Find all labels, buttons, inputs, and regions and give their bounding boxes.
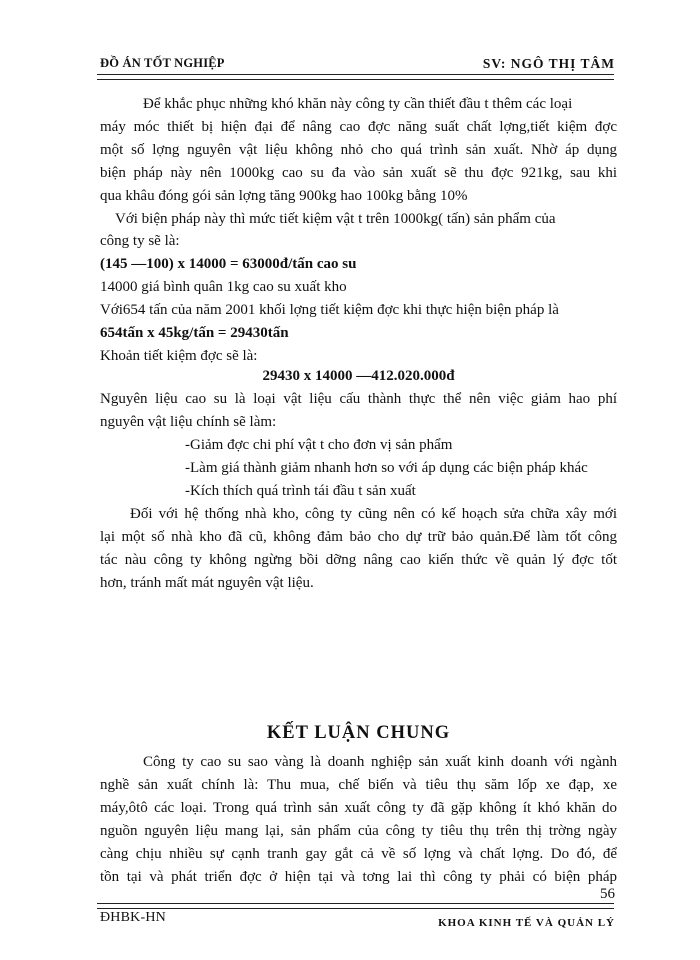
body-line: hơn, tránh mất mát nguyên vật liệu.: [100, 575, 314, 591]
conclusion-line: Công ty cao su sao vàng là doanh nghiệp sản xuất kinh doanh với ngành: [143, 754, 617, 770]
body-line: Khoản tiết kiệm đợc sẽ là:: [100, 348, 258, 364]
body-line: tác nàu công ty không ngừng bồi dỡng nâng cao kiến thức về quản lý đợc tốt: [100, 552, 617, 568]
bullet-item: -Làm giá thành giảm nhanh hơn so với áp dụng các biện pháp khác: [185, 460, 588, 476]
bullet-item: -Giảm đợc chi phí vật t cho đơn vị sản phẩm: [185, 437, 453, 453]
body-line: biện pháp này nên 1000kg cao su đa vào sản xuất sẽ thu đợc 921kg, sau khi: [100, 165, 617, 181]
bullet-item: -Kích thích quá trình tái đầu t sản xuất: [185, 483, 416, 499]
formula-line-centered: 29430 x 14000 —412.020.000đ: [262, 368, 455, 384]
body-line: Với654 tấn của năm 2001 khối lợng tiết kiệm đợc khi thực hiện biện pháp là: [100, 302, 559, 318]
formula-line: (145 —100) x 14000 = 63000đ/tấn cao su: [100, 256, 357, 272]
body-line: qua khâu đóng gói sản lợng tăng 900kg hao 100kg bằng 10%: [100, 188, 468, 204]
section-title: KẾT LUẬN CHUNG: [266, 723, 451, 743]
body-line: lại một số nhà kho đã cũ, không đảm bảo cho dự trữ bảo quản.Để làm tốt công: [100, 529, 617, 545]
body-line: Để khắc phục những khó khăn này công ty cần thiết đầu t thêm các loại: [143, 96, 573, 112]
footer-left-label: ĐHBK-HN: [100, 910, 166, 925]
footer-divider: [97, 903, 614, 909]
body-line: một số lợng nguyên vật liệu không nhỏ cho quá trình sản xuất. Nhờ áp dụng: [100, 142, 617, 158]
header-divider: [97, 74, 614, 80]
body-line: Đối với hệ thống nhà kho, công ty cũng nên có kế hoạch sửa chữa xây mới: [130, 506, 617, 522]
conclusion-line: nguồn nguyên liệu mang lại, sản phẩm của công ty tiêu thụ trên thị trờng ngày: [100, 823, 617, 839]
footer-department: KHOA KINH TẾ VÀ QUẢN LÝ: [438, 917, 615, 929]
formula-line: 654tấn x 45kg/tấn = 29430tấn: [100, 325, 289, 341]
page-number: 56: [600, 886, 615, 902]
body-line: Với biện pháp này thì mức tiết kiệm vật t trên 1000kg( tấn) sản phẩm của: [115, 211, 556, 227]
body-line: nguyên vật liệu chính sẽ làm:: [100, 414, 277, 430]
conclusion-line: càng chịu nhiều sự cạnh tranh gay gắt cả về số lợng và chất lợng. Do đó, để: [100, 846, 617, 862]
conclusion-line: tồn tại và phát triển đợc ở hiện tại và tơng lai thì công ty phải có biện pháp: [100, 869, 617, 885]
header-student-name: SV: NGÔ THỊ TÂM: [482, 56, 615, 71]
body-line: 14000 giá bình quân 1kg cao su xuất kho: [100, 279, 347, 295]
header-left-title: ĐỒ ÁN TỐT NGHIỆP: [100, 56, 225, 70]
body-line: công ty sẽ là:: [100, 233, 180, 249]
body-line: máy móc thiết bị hiện đại để nâng cao đợc năng suất chất lợng,tiết kiệm đợc: [100, 119, 617, 135]
body-line: Nguyên liệu cao su là loại vật liệu cấu thành thực thể nên việc giảm hao phí: [100, 391, 617, 407]
conclusion-line: nghề sản xuất chính là: Thu mua, chế biến và tiêu thụ săm lốp xe đạp, xe: [100, 777, 617, 793]
conclusion-line: máy,ôtô các loại. Trong quá trình sản xuất công ty đã gặp không ít khó khăn do: [100, 800, 617, 816]
